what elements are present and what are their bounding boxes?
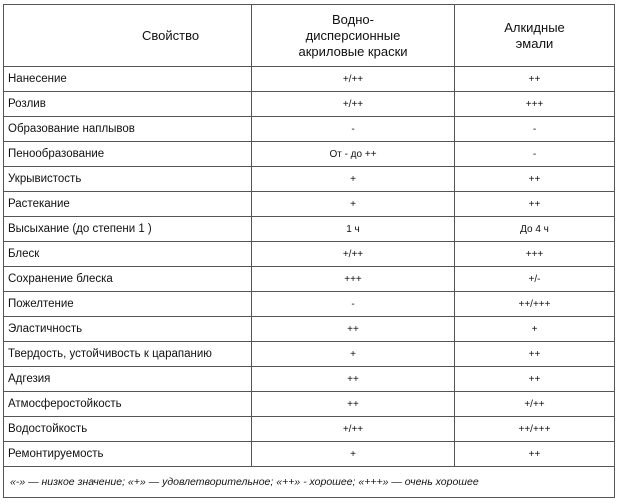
table-row (4, 392, 615, 417)
header-acrylic-paints (252, 5, 455, 67)
acrylic-value-cell: ++ (252, 392, 455, 417)
property-name-cell: Пожелтение (4, 292, 252, 317)
acrylic-value-cell: - (252, 292, 455, 317)
table-row (4, 67, 615, 92)
alkyd-value-cell: ++/+++ (455, 417, 615, 442)
header-acrylic-line-2: дисперсионные (305, 27, 401, 43)
alkyd-value-cell: +/++ (455, 392, 615, 417)
header-property: Свойство (4, 5, 252, 67)
property-name-cell: Атмосферостойкость (4, 392, 252, 417)
property-name-cell: Водостойкость (4, 417, 252, 442)
property-name-cell: Ремонтируемость (4, 442, 252, 467)
acrylic-value-cell: +/++ (252, 67, 455, 92)
comparison-table (3, 4, 615, 498)
table-header-row (4, 5, 615, 67)
property-name-cell: Эластичность (4, 317, 252, 342)
acrylic-value-cell: - (252, 117, 455, 142)
property-name-cell: Розлив (4, 92, 252, 117)
table-row (4, 217, 615, 242)
table-row (4, 192, 615, 217)
header-alkyd-line-2: эмали (515, 35, 554, 51)
header-acrylic-line-3: акриловые краски (298, 43, 408, 59)
table-row (4, 292, 615, 317)
alkyd-value-cell: ++/+++ (455, 292, 615, 317)
acrylic-value-cell: + (252, 192, 455, 217)
table-row (4, 242, 615, 267)
alkyd-value-cell: ++ (455, 67, 615, 92)
header-alkyd-line-1: Алкидные (504, 19, 565, 35)
acrylic-value-cell: + (252, 342, 455, 367)
alkyd-value-cell: - (455, 117, 615, 142)
alkyd-value-cell: ++ (455, 367, 615, 392)
acrylic-value-cell: + (252, 167, 455, 192)
acrylic-value-cell: +++ (252, 267, 455, 292)
property-name-cell: Адгезия (4, 367, 252, 392)
alkyd-value-cell: +/- (455, 267, 615, 292)
property-name-cell: Высыхание (до степени 1 ) (4, 217, 252, 242)
table-row (4, 317, 615, 342)
property-name-cell: Нанесение (4, 67, 252, 92)
table-row (4, 92, 615, 117)
header-acrylic-line-1: Водно- (332, 11, 374, 27)
alkyd-value-cell: - (455, 142, 615, 167)
legend-row (4, 467, 615, 498)
table-row (4, 117, 615, 142)
alkyd-value-cell: ++ (455, 342, 615, 367)
alkyd-value-cell: +++ (455, 92, 615, 117)
table-row (4, 267, 615, 292)
alkyd-value-cell: ++ (455, 167, 615, 192)
property-name-cell: Сохранение блеска (4, 267, 252, 292)
table-row (4, 342, 615, 367)
table-row (4, 167, 615, 192)
alkyd-value-cell: +++ (455, 242, 615, 267)
property-name-cell: Пенообразование (4, 142, 252, 167)
property-name-cell: Образование наплывов (4, 117, 252, 142)
acrylic-value-cell: 1 ч (252, 217, 455, 242)
table-body (4, 67, 615, 467)
property-name-cell: Блеск (4, 242, 252, 267)
property-name-cell: Растекание (4, 192, 252, 217)
table-row (4, 442, 615, 467)
acrylic-value-cell: ++ (252, 367, 455, 392)
acrylic-value-cell: ++ (252, 317, 455, 342)
alkyd-value-cell: + (455, 317, 615, 342)
alkyd-value-cell: ++ (455, 442, 615, 467)
header-alkyd-enamels (455, 5, 615, 67)
acrylic-value-cell: +/++ (252, 417, 455, 442)
acrylic-value-cell: + (252, 442, 455, 467)
property-name-cell: Укрывистость (4, 167, 252, 192)
table-row (4, 142, 615, 167)
property-name-cell: Твердость, устойчивость к царапанию (4, 342, 252, 367)
acrylic-value-cell: +/++ (252, 92, 455, 117)
acrylic-value-cell: +/++ (252, 242, 455, 267)
table-row (4, 367, 615, 392)
acrylic-value-cell: От - до ++ (252, 142, 455, 167)
table-row (4, 417, 615, 442)
legend-text: «-» — низкое значение; «+» — удовлетворительное; «++» - хорошее; «+++» — очень хорошее (4, 467, 615, 498)
alkyd-value-cell: До 4 ч (455, 217, 615, 242)
alkyd-value-cell: ++ (455, 192, 615, 217)
